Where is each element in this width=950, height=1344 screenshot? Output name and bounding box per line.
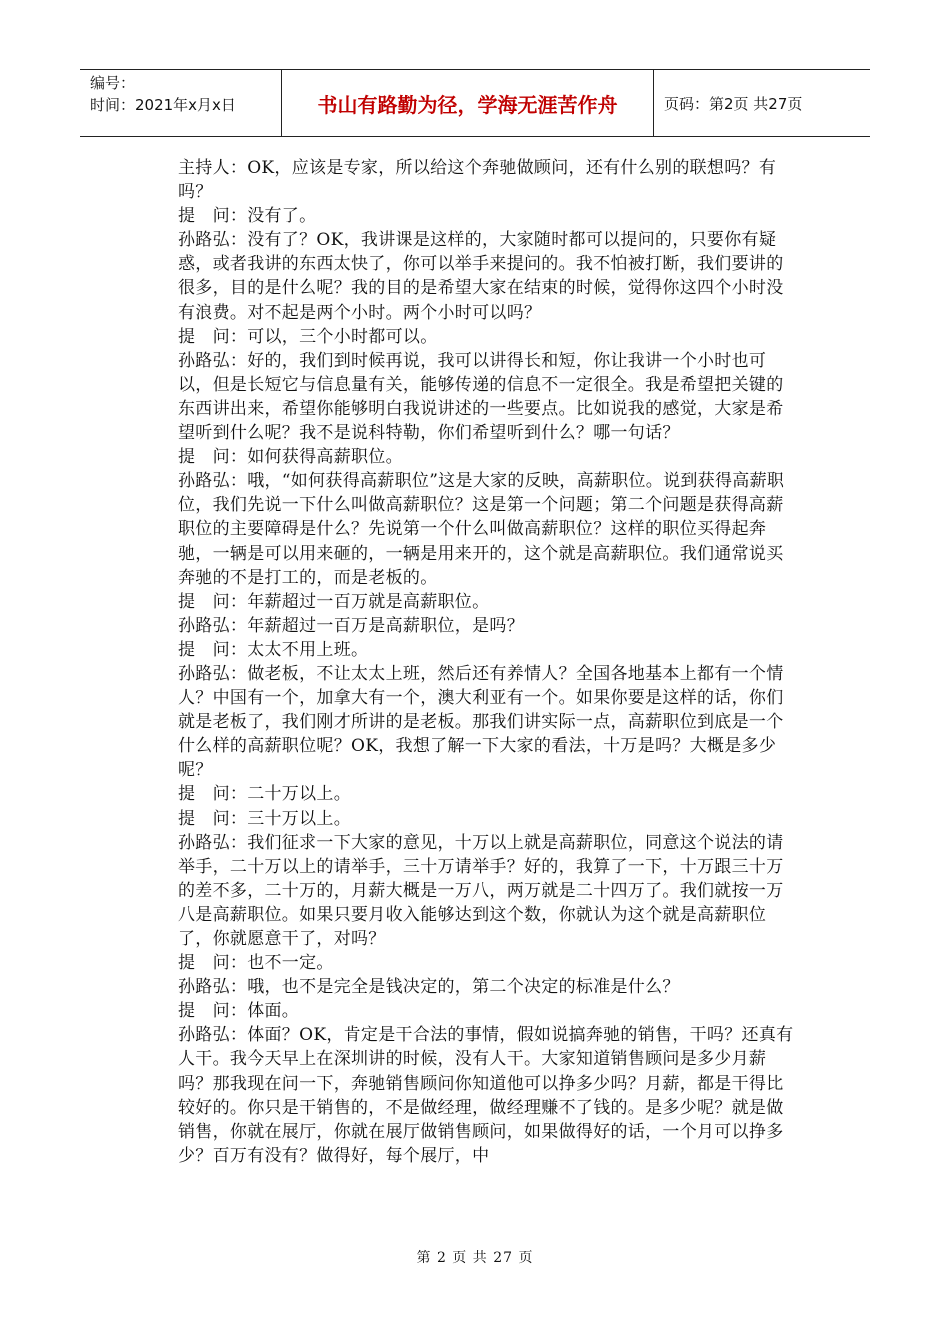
dialogue-paragraph: 提 问：如何获得高薪职位。 bbox=[178, 447, 403, 468]
dialogue-paragraph: 提 问：没有了。 bbox=[178, 206, 317, 227]
dialogue-paragraph: 提 问：太太不用上班。 bbox=[178, 639, 369, 660]
dialogue-paragraph: 提 问：体面。 bbox=[178, 1001, 300, 1022]
page-header bbox=[80, 69, 870, 137]
dialogue-paragraph: 提 问：年薪超过一百万就是高薪职位。 bbox=[178, 591, 490, 612]
dialogue-paragraph: 孙路弘：没有了？OK，我讲课是这样的，大家随时都可以提问的，只要你有疑惑，或者我讲的东西太快了，你可以举手来提问的。我不怕被打断，我们要讲的很多，目的是什么呢？我的目的是希望大家在结束的时候，觉得你这四个小时没有浪费。对不起是两个小时。两个小时可以吗？ bbox=[178, 230, 784, 323]
dialogue-paragraph: 提 问：三十万以上。 bbox=[178, 808, 351, 829]
document-body bbox=[178, 156, 798, 1168]
dialogue-paragraph: 主持人：OK，应该是专家，所以给这个奔驰做顾问，还有什么别的联想吗？有吗？ bbox=[178, 158, 777, 203]
dialogue-paragraph: 孙路弘：哦，也不是完全是钱决定的，第二个决定的标准是什么？ bbox=[178, 977, 680, 998]
dialogue-paragraph: 孙路弘：年薪超过一百万是高薪职位，是吗？ bbox=[178, 615, 524, 636]
dialogue-paragraph: 孙路弘：体面？OK，肯定是干合法的事情，假如说搞奔驰的销售，干吗？还真有人干。我今天早上在深圳讲的时候，没有人干。大家知道销售顾问是多少月薪吗？那我现在问一下，奔驰销售顾问你知道他可以挣多少吗？月薪，都是干得比较好的。你只是干销售的，不是做经理，做经理赚不了钱的。是多少呢？就是做销售，你就在展厅，你就在展厅做销售顾问，如果做得好的话，一个月可以挣多少？百万有没有？做得好，每个展厅，中 bbox=[178, 1025, 794, 1166]
header-meta bbox=[80, 70, 282, 136]
dialogue-paragraph: 孙路弘：哦，“如何获得高薪职位”这是大家的反映，高薪职位。说到获得高薪职位，我们先说一下什么叫做高薪职位？这是第一个问题；第二个问题是获得高薪职位的主要障碍是什么？先说第一个什么叫做高薪职位？这样的职位买得起奔驰，一辆是可以用来砸的，一辆是用来开的，这个就是高薪职位。我们通常说买奔驰的不是打工的，而是老板的。 bbox=[178, 471, 785, 588]
dialogue-paragraph: 孙路弘：我们征求一下大家的意见，十万以上就是高薪职位，同意这个说法的请举手，二十万以上的请举手，三十万请举手？好的，我算了一下，十万跟三十万的差不多，二十万的，月薪大概是一万八，两万就是二十四万了。我们就按一万八是高薪职位。如果只要月收入能够达到这个数，你就认为这个就是高薪职位了，你就愿意干了，对吗？ bbox=[178, 832, 784, 949]
dialogue-paragraph: 提 问：也不一定。 bbox=[178, 953, 334, 974]
dialogue-paragraph: 提 问：可以，三个小时都可以。 bbox=[178, 326, 438, 347]
document-date-label: 时间：2021年x月x日 bbox=[90, 96, 236, 114]
dialogue-paragraph: 提 问：二十万以上。 bbox=[178, 784, 351, 805]
header-motto: 书山有路勤为径，学海无涯苦作舟 bbox=[282, 70, 654, 136]
header-page-info: 页码：第2页 共27页 bbox=[664, 94, 803, 113]
page-footer: 第 2 页 共 27 页 bbox=[416, 1250, 534, 1266]
document-number-label: 编号： bbox=[90, 74, 136, 92]
dialogue-paragraph: 孙路弘：做老板，不让太太上班，然后还有养情人？全国各地基本上都有一个情人？中国有一个，加拿大有一个，澳大利亚有一个。如果你要是这样的话，你们就是老板了，我们刚才所讲的是老板。那我们讲实际一点，高薪职位到底是一个什么样的高薪职位呢？OK，我想了解一下大家的看法，十万是吗？大概是多少呢？ bbox=[178, 663, 784, 781]
dialogue-paragraph: 孙路弘：好的，我们到时候再说，我可以讲得长和短，你让我讲一个小时也可以，但是长短它与信息量有关，能够传递的信息不一定很全。我是希望把关键的东西讲出来，希望你能够明白我说讲述的一些要点。比如说我的感觉，大家是希望听到什么呢？我不是说科特勒，你们希望听到什么？哪一句话？ bbox=[178, 350, 784, 444]
